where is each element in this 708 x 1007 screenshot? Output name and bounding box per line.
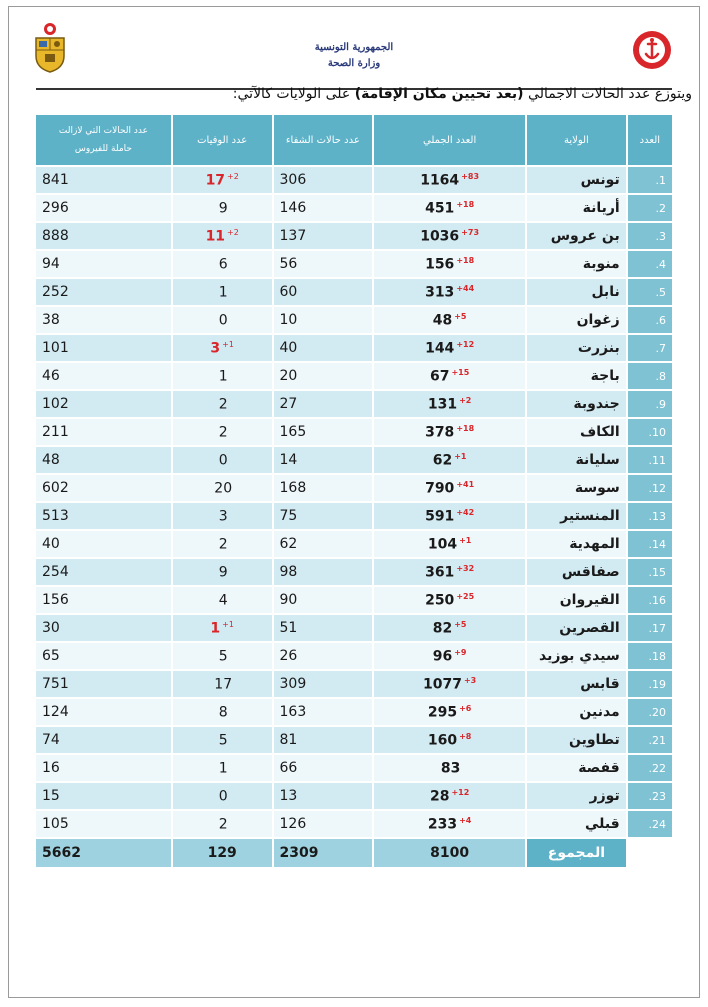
table-row xyxy=(36,279,672,305)
deaths-count: 20 xyxy=(214,480,233,497)
totals-active: 5662 xyxy=(36,839,171,867)
table-row xyxy=(36,391,672,417)
deaths-count: 2 xyxy=(218,424,228,441)
recovered-count: 56 xyxy=(274,251,373,277)
governorate-name: تطاوين xyxy=(527,727,626,753)
intro-bold: (بعد تحيين مكان الإقامة) xyxy=(354,86,524,102)
deaths-cell xyxy=(173,195,272,221)
table-row xyxy=(36,195,672,221)
total-cases: 144 xyxy=(425,340,455,357)
row-index: 8. xyxy=(628,363,672,389)
recovered-count: 66 xyxy=(274,755,373,781)
total-cases: 62 xyxy=(432,452,453,469)
active-cases-count: 65 xyxy=(36,643,171,669)
governorate-name: الكاف xyxy=(527,419,626,445)
active-cases-count: 46 xyxy=(36,363,171,389)
recovered-count: 40 xyxy=(274,335,373,361)
total-cases-cell xyxy=(374,727,525,753)
new-cases-increment: +1 xyxy=(459,535,472,545)
letterhead xyxy=(8,12,700,82)
governorate-name: تونس xyxy=(527,167,626,193)
deaths-cell xyxy=(173,503,272,529)
total-cases-cell xyxy=(374,307,525,333)
new-cases-increment: +2 xyxy=(459,395,472,405)
deaths-count: 5 xyxy=(218,732,228,749)
table-row xyxy=(36,335,672,361)
governorate-name: مدنين xyxy=(527,699,626,725)
table-row xyxy=(36,643,672,669)
row-index: 3. xyxy=(628,223,672,249)
total-cases-cell xyxy=(374,531,525,557)
row-index: 10. xyxy=(628,419,672,445)
new-deaths-increment: +2 xyxy=(227,227,239,237)
total-cases-cell xyxy=(374,419,525,445)
totals-label: المجموع xyxy=(527,839,626,867)
total-cases: 451 xyxy=(425,200,455,217)
deaths-cell xyxy=(173,783,272,809)
recovered-count: 98 xyxy=(274,559,373,585)
new-deaths-increment: +1 xyxy=(222,619,234,629)
recovered-count: 14 xyxy=(274,447,373,473)
totals-recovered: 2309 xyxy=(274,839,373,867)
intro-part1: ويتوزع عدد الحالات الاجمالي xyxy=(523,86,692,102)
new-cases-increment: +15 xyxy=(451,367,470,377)
recovered-count: 13 xyxy=(274,783,373,809)
deaths-count: 5 xyxy=(218,648,228,665)
col-header-active xyxy=(36,115,171,165)
new-cases-increment: +1 xyxy=(454,451,467,461)
table-row xyxy=(36,223,672,249)
row-index: 20. xyxy=(628,699,672,725)
active-cases-count: 211 xyxy=(36,419,171,445)
active-cases-count: 40 xyxy=(36,531,171,557)
deaths-cell xyxy=(173,363,272,389)
deaths-count: 0 xyxy=(218,312,228,329)
deaths-count: 2 xyxy=(218,396,228,413)
table-row xyxy=(36,699,672,725)
row-index: 1. xyxy=(628,167,672,193)
governorate-name: قبلي xyxy=(527,811,626,837)
row-index: 5. xyxy=(628,279,672,305)
row-index: 12. xyxy=(628,475,672,501)
governorate-name: توزر xyxy=(527,783,626,809)
deaths-cell xyxy=(173,699,272,725)
table-row xyxy=(36,559,672,585)
active-cases-count: 94 xyxy=(36,251,171,277)
new-cases-increment: +9 xyxy=(454,647,467,657)
table-row xyxy=(36,251,672,277)
deaths-cell xyxy=(173,559,272,585)
active-cases-count: 156 xyxy=(36,587,171,613)
total-cases: 591 xyxy=(425,508,455,525)
table-row xyxy=(36,307,672,333)
deaths-cell xyxy=(173,279,272,305)
total-cases: 156 xyxy=(425,256,455,273)
active-cases-count: 16 xyxy=(36,755,171,781)
active-cases-count: 74 xyxy=(36,727,171,753)
recovered-count: 60 xyxy=(274,279,373,305)
governorate-name: أريانة xyxy=(527,195,626,221)
row-index: 17. xyxy=(628,615,672,641)
governorate-name: سليانة xyxy=(527,447,626,473)
recovered-count: 10 xyxy=(274,307,373,333)
intro-sentence xyxy=(24,86,692,102)
total-cases-cell xyxy=(374,811,525,837)
deaths-cell xyxy=(173,671,272,697)
recovered-count: 146 xyxy=(274,195,373,221)
ministry-anchor-logo-icon xyxy=(632,30,672,70)
active-cases-count: 513 xyxy=(36,503,171,529)
table-row xyxy=(36,783,672,809)
new-cases-increment: +18 xyxy=(456,255,475,265)
total-cases-cell xyxy=(374,447,525,473)
deaths-cell xyxy=(173,223,272,249)
governorate-name: القصرين xyxy=(527,615,626,641)
deaths-cell xyxy=(173,447,272,473)
deaths-count: 6 xyxy=(218,256,228,273)
total-cases: 361 xyxy=(425,564,455,581)
active-cases-count: 30 xyxy=(36,615,171,641)
deaths-cell xyxy=(173,755,272,781)
total-cases-cell xyxy=(374,475,525,501)
new-deaths-increment: +2 xyxy=(227,171,239,181)
row-index: 21. xyxy=(628,727,672,753)
recovered-count: 126 xyxy=(274,811,373,837)
active-cases-count: 48 xyxy=(36,447,171,473)
row-index: 11. xyxy=(628,447,672,473)
totals-row xyxy=(36,839,672,867)
table-row xyxy=(36,419,672,445)
governorate-name: زغوان xyxy=(527,307,626,333)
deaths-cell xyxy=(173,251,272,277)
deaths-cell xyxy=(173,531,272,557)
cases-by-governorate-table xyxy=(34,113,674,869)
totals-total: 8100 xyxy=(374,839,525,867)
recovered-count: 168 xyxy=(274,475,373,501)
new-cases-increment: +5 xyxy=(454,311,467,321)
new-cases-increment: +25 xyxy=(456,591,475,601)
new-deaths-increment: +1 xyxy=(222,339,234,349)
new-cases-increment: +12 xyxy=(451,787,470,797)
total-cases: 790 xyxy=(425,480,455,497)
new-cases-increment: +6 xyxy=(459,703,472,713)
table-row xyxy=(36,363,672,389)
row-index: 6. xyxy=(628,307,672,333)
col-header-active-line1: عدد الحالات التي لازالت xyxy=(58,126,148,136)
total-cases-cell xyxy=(374,363,525,389)
deaths-count: 3 xyxy=(210,340,221,357)
active-cases-count: 252 xyxy=(36,279,171,305)
total-cases-cell xyxy=(374,587,525,613)
total-cases: 233 xyxy=(427,816,458,833)
governorate-name: صفاقس xyxy=(527,559,626,585)
active-cases-count: 751 xyxy=(36,671,171,697)
total-cases: 1036 xyxy=(420,228,460,245)
active-cases-count: 124 xyxy=(36,699,171,725)
deaths-cell xyxy=(173,391,272,417)
total-cases: 82 xyxy=(432,620,453,637)
total-cases: 313 xyxy=(425,284,455,301)
governorate-name: سيدي بوزيد xyxy=(527,643,626,669)
deaths-cell xyxy=(173,335,272,361)
recovered-count: 81 xyxy=(274,727,373,753)
deaths-cell xyxy=(173,307,272,333)
deaths-count: 1 xyxy=(210,620,221,637)
total-cases-cell xyxy=(374,391,525,417)
row-index: 9. xyxy=(628,391,672,417)
new-cases-increment: +5 xyxy=(454,619,467,629)
recovered-count: 163 xyxy=(274,699,373,725)
row-index: 24. xyxy=(628,811,672,837)
new-cases-increment: +41 xyxy=(456,479,475,489)
governorate-name: المنستير xyxy=(527,503,626,529)
active-cases-count: 841 xyxy=(36,167,171,193)
recovered-count: 137 xyxy=(274,223,373,249)
table-row xyxy=(36,167,672,193)
total-cases: 83 xyxy=(440,760,461,777)
row-index: 22. xyxy=(628,755,672,781)
deaths-count: 8 xyxy=(218,704,228,721)
new-cases-increment: +4 xyxy=(459,815,472,825)
total-cases: 28 xyxy=(429,788,450,805)
recovered-count: 62 xyxy=(274,531,373,557)
active-cases-count: 15 xyxy=(36,783,171,809)
governorate-name: منوبة xyxy=(527,251,626,277)
table-row xyxy=(36,447,672,473)
deaths-count: 3 xyxy=(218,508,228,525)
table-row xyxy=(36,531,672,557)
table-row xyxy=(36,811,672,837)
table-row xyxy=(36,671,672,697)
total-cases-cell xyxy=(374,503,525,529)
active-cases-count: 105 xyxy=(36,811,171,837)
deaths-count: 1 xyxy=(218,284,228,301)
total-cases: 96 xyxy=(432,648,453,665)
total-cases: 1164 xyxy=(420,172,460,189)
table-row xyxy=(36,587,672,613)
deaths-count: 17 xyxy=(214,676,233,693)
table-row xyxy=(36,615,672,641)
deaths-count: 11 xyxy=(205,228,226,245)
total-cases: 250 xyxy=(425,592,455,609)
row-index: 18. xyxy=(628,643,672,669)
deaths-cell xyxy=(173,475,272,501)
ministry-name: وزارة الصحة xyxy=(327,58,381,69)
governorate-name: قفصة xyxy=(527,755,626,781)
governorate-name: بن عروس xyxy=(527,223,626,249)
col-header-idx: العدد xyxy=(628,115,672,165)
active-cases-count: 102 xyxy=(36,391,171,417)
total-cases-cell xyxy=(374,167,525,193)
deaths-count: 0 xyxy=(218,452,228,469)
governorate-name: بنزرت xyxy=(527,335,626,361)
new-cases-increment: +83 xyxy=(461,171,480,181)
total-cases: 295 xyxy=(427,704,458,721)
recovered-count: 26 xyxy=(274,643,373,669)
total-cases: 1077 xyxy=(422,676,462,693)
totals-deaths: 129 xyxy=(173,839,272,867)
total-cases-cell xyxy=(374,335,525,361)
active-cases-count: 888 xyxy=(36,223,171,249)
row-index: 4. xyxy=(628,251,672,277)
active-cases-count: 38 xyxy=(36,307,171,333)
col-header-active-line2: حاملة للفيروس xyxy=(74,144,132,154)
deaths-count: 17 xyxy=(205,172,226,189)
recovered-count: 51 xyxy=(274,615,373,641)
recovered-count: 27 xyxy=(274,391,373,417)
total-cases-cell xyxy=(374,615,525,641)
total-cases: 131 xyxy=(427,396,458,413)
row-index: 7. xyxy=(628,335,672,361)
total-cases: 48 xyxy=(432,312,453,329)
table-row xyxy=(36,727,672,753)
row-index: 19. xyxy=(628,671,672,697)
col-header-total: العدد الجملي xyxy=(374,115,525,165)
new-cases-increment: +44 xyxy=(456,283,475,293)
deaths-cell xyxy=(173,167,272,193)
total-cases-cell xyxy=(374,279,525,305)
total-cases-cell xyxy=(374,223,525,249)
total-cases: 378 xyxy=(425,424,455,441)
deaths-cell xyxy=(173,587,272,613)
deaths-cell xyxy=(173,811,272,837)
recovered-count: 306 xyxy=(274,167,373,193)
recovered-count: 309 xyxy=(274,671,373,697)
row-index: 15. xyxy=(628,559,672,585)
deaths-count: 1 xyxy=(218,760,228,777)
row-index: 16. xyxy=(628,587,672,613)
republic-name: الجمهورية التونسية xyxy=(314,42,394,53)
new-cases-increment: +12 xyxy=(456,339,475,349)
total-cases-cell xyxy=(374,559,525,585)
table-row xyxy=(36,503,672,529)
table-row xyxy=(36,475,672,501)
deaths-cell xyxy=(173,727,272,753)
active-cases-count: 254 xyxy=(36,559,171,585)
new-cases-increment: +3 xyxy=(463,675,477,685)
new-cases-increment: +18 xyxy=(456,423,475,433)
governorate-name: باجة xyxy=(527,363,626,389)
total-cases-cell xyxy=(374,195,525,221)
deaths-count: 1 xyxy=(218,368,228,385)
governorate-name: القيروان xyxy=(527,587,626,613)
total-cases-cell xyxy=(374,755,525,781)
governorate-name: نابل xyxy=(527,279,626,305)
new-cases-increment: +42 xyxy=(456,507,475,517)
total-cases: 160 xyxy=(427,732,458,749)
deaths-cell xyxy=(173,615,272,641)
new-cases-increment: +73 xyxy=(461,227,480,237)
governorate-name: المهدية xyxy=(527,531,626,557)
deaths-count: 2 xyxy=(218,816,228,833)
governorate-name: قابس xyxy=(527,671,626,697)
deaths-cell xyxy=(173,643,272,669)
col-header-gov: الولاية xyxy=(527,115,626,165)
table-header-row xyxy=(36,115,672,165)
total-cases-cell xyxy=(374,671,525,697)
deaths-count: 4 xyxy=(218,592,228,609)
total-cases-cell xyxy=(374,251,525,277)
active-cases-count: 296 xyxy=(36,195,171,221)
new-cases-increment: +32 xyxy=(456,563,475,573)
deaths-count: 2 xyxy=(218,536,228,553)
recovered-count: 165 xyxy=(274,419,373,445)
governorate-name: سوسة xyxy=(527,475,626,501)
total-cases-cell xyxy=(374,783,525,809)
intro-part2: على الولايات كالآتي: xyxy=(232,86,355,102)
active-cases-count: 602 xyxy=(36,475,171,501)
row-index: 14. xyxy=(628,531,672,557)
recovered-count: 90 xyxy=(274,587,373,613)
total-cases: 67 xyxy=(429,368,450,385)
deaths-count: 9 xyxy=(218,564,228,581)
total-cases-cell xyxy=(374,643,525,669)
recovered-count: 20 xyxy=(274,363,373,389)
totals-blank-cell xyxy=(628,839,672,867)
new-cases-increment: +8 xyxy=(459,731,472,741)
recovered-count: 75 xyxy=(274,503,373,529)
table-row xyxy=(36,755,672,781)
row-index: 13. xyxy=(628,503,672,529)
new-cases-increment: +18 xyxy=(456,199,475,209)
col-header-deaths: عدد الوفيات xyxy=(173,115,272,165)
total-cases-cell xyxy=(374,699,525,725)
governorate-name: جندوبة xyxy=(527,391,626,417)
row-index: 23. xyxy=(628,783,672,809)
total-cases: 104 xyxy=(427,536,458,553)
deaths-count: 9 xyxy=(218,200,228,217)
deaths-cell xyxy=(173,419,272,445)
col-header-recovered: عدد حالات الشفاء xyxy=(274,115,373,165)
row-index: 2. xyxy=(628,195,672,221)
active-cases-count: 101 xyxy=(36,335,171,361)
deaths-count: 0 xyxy=(218,788,228,805)
